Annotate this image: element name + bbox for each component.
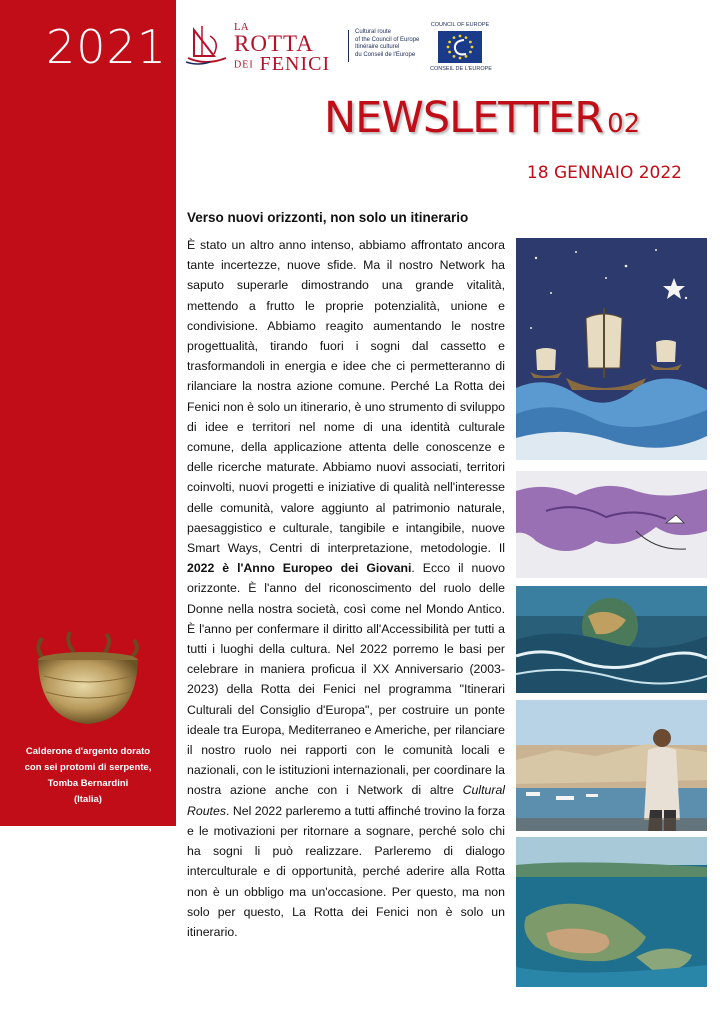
cauldron-image [30, 628, 146, 728]
article-text: . Nel 2022 parleremo a tutti affinché trovino la forza e le motivazioni per ritornare a sognare, perché solo chi ha sogni li può realizzare. Parleremo di dialogo interculturale e di opportunità, perché aderire alla Rotta non è un obbligo ma un'occasione. Per questo, ma non solo per questo, La Rotta dei Fenici non è solo un itinerario. [187, 803, 505, 939]
cultural-route-text [355, 29, 419, 59]
caption-line: Calderone d'argento dorato [25, 746, 151, 757]
cauldron-caption [20, 744, 156, 808]
cultural-route-line: du Conseil de l'Europe [355, 51, 416, 58]
article-title: Verso nuovi orizzonti, non solo un itinerario [187, 210, 469, 225]
article-bold: 2022 è l'Anno Europeo dei Giovani [187, 561, 412, 576]
coastal-town-aerial-photo [516, 837, 707, 987]
mediterranean-map [516, 471, 707, 578]
council-of-europe-flag-icon [438, 31, 482, 63]
article-text: . Ecco il nuovo orizzonte. È l'anno del riconoscimento del ruolo delle Donne nella nostra società, così come nel Mondo Antico. È l'anno per confermare il diritto all'Accessibilità per tutti a tutti i luoghi della cultura. Nel 2022 porremo le basi per celebrare in maniera proficua il XX Anniversario (2003-2023) della Rotta dei Fenici nel programma "Itinerari Culturali del Consiglio d'Europa", per costruire un ponte ideale tra Europa, Mediterraneo e Americhe, per rilanciare il nostro ruolo nei rapporti con le comunità locali e nazionali, con le istituzioni internazionali, per coordinare la nostra azione anche con i Network di altre [187, 561, 505, 798]
newsletter-date: 18 GENNAIO 2022 [526, 163, 682, 183]
globe-sea-photo [516, 586, 707, 693]
ships-illustration [516, 238, 707, 460]
cultural-route-line: Cultural route [355, 29, 392, 35]
cultural-route-line: of the Council of Europe [355, 36, 420, 43]
logo-dei: DEI [234, 59, 254, 71]
caption-line: (Italia) [74, 794, 102, 805]
article-text: È stato un altro anno intenso, abbiamo affrontato ancora tante incertezze, nuove sfide. Ma il nostro Network ha saputo superarle dimostrando una grande vitalità, mettendo a frutto le proprie potenzialità, unione e condivisione. Abbiamo reagito aumentando le nostre progettualità, tirando fuori i sogni dal cassetto e trasformandoli in energia e idee che ci permetteranno di rilanciare la nostra azione comune. Perché La Rotta dei Fenici non è solo un itinerario, è uno strumento di sviluppo di idee e territori nel nome di una identità culturale comune, della applicazione attenta delle conoscenze e delle ricerche maturate. Abbiamo nuovi associati, territori coinvolti, nuovi progetti e iniziative di qualità nell'interesse delle comunità, valore aggiunto al patrimonio naturale, paesaggistico e culturale, tangibile e intangibile, nuove Smart Ways, Centri di interpretazione, metodologie. Il [187, 238, 505, 556]
rotta-fenici-logo [184, 20, 349, 76]
newsletter-word: NEWSLETTER [324, 93, 604, 143]
logo-fenici [234, 54, 330, 75]
article-italic: Cultural Routes [187, 783, 506, 818]
council-of-europe-logo [430, 20, 490, 74]
logo-la: LA [234, 21, 249, 33]
newsletter-title [324, 93, 640, 143]
sidebar [0, 0, 176, 826]
marseille-woman-photo [516, 700, 707, 831]
caption-line: Tomba Bernardini [47, 778, 129, 789]
logo-fenici-word: FENICI [259, 53, 331, 75]
article-body [187, 235, 505, 942]
council-bottom-text: CONSEIL DE L'EUROPE [430, 66, 492, 72]
council-top-text: COUNCIL OF EUROPE [430, 22, 490, 28]
cultural-route-line: Itinéraire culturel [355, 44, 400, 51]
caption-line: con sei protomi di serpente, [24, 762, 152, 773]
logo-rotta: ROTTA [234, 31, 314, 56]
ship-logo-icon [184, 22, 230, 68]
newsletter-number: 02 [607, 109, 641, 139]
logo-divider [348, 30, 349, 62]
year-label: 2021 [46, 20, 168, 74]
